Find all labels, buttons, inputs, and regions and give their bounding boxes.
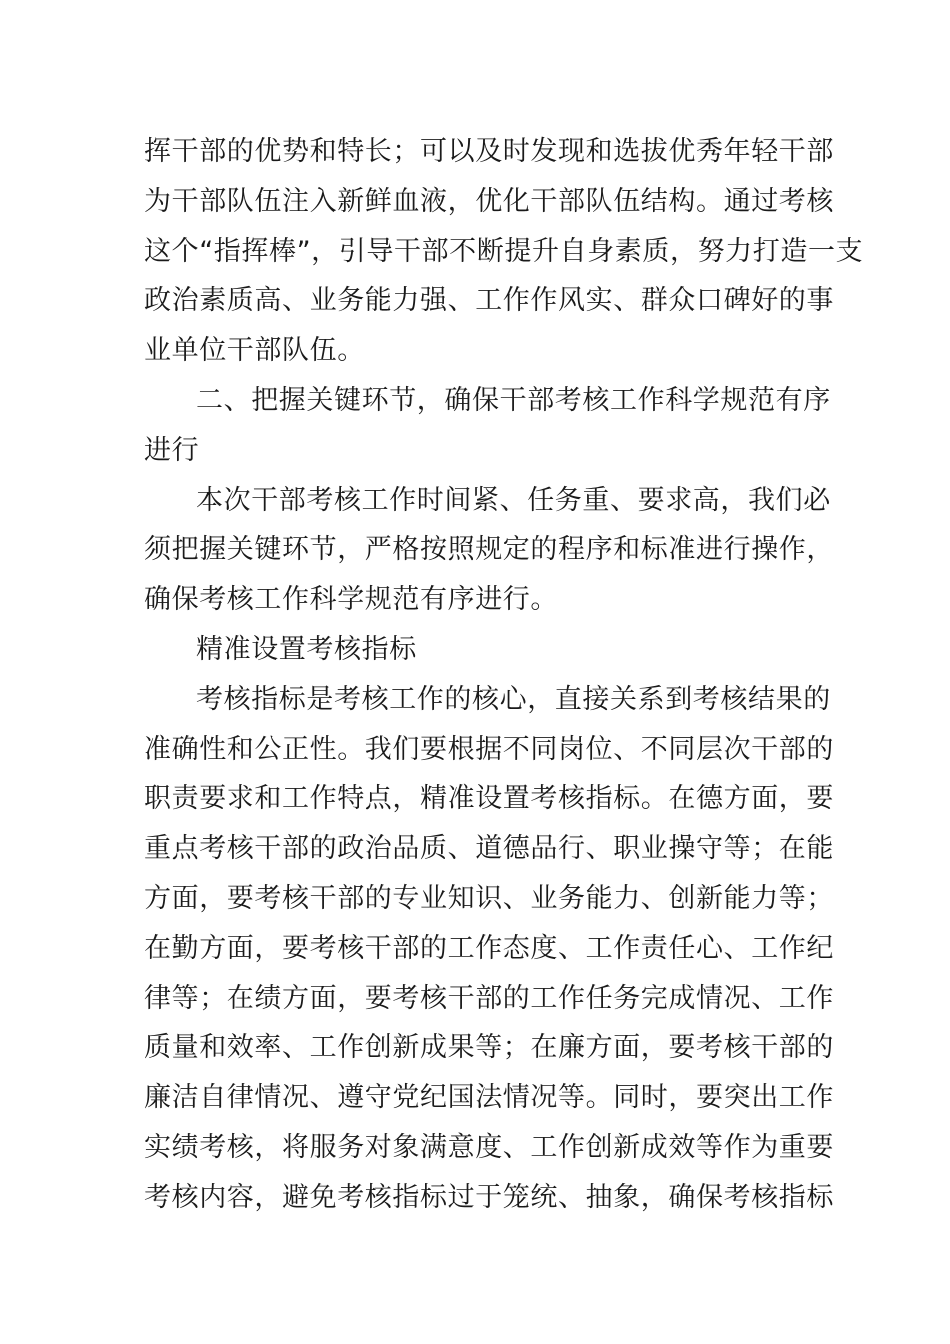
subsection-heading: 精准设置考核指标 <box>196 633 417 665</box>
text-line: 考核指标是考核工作的核心，直接关系到考核结果的 <box>196 683 831 715</box>
text-line: 为干部队伍注入新鲜血液，优化干部队伍结构。通过考核 <box>144 185 834 217</box>
text-line: 职责要求和工作特点，精准设置考核指标。在德方面，要 <box>144 783 834 815</box>
document-body <box>144 127 864 1223</box>
text-line: 须把握关键环节，严格按照规定的程序和标准进行操作， <box>144 534 834 566</box>
text-line: 本次干部考核工作时间紧、任务重、要求高，我们必 <box>196 484 831 516</box>
text-line: 这个“指挥棒”，引导干部不断提升自身素质，努力打造一支 <box>144 235 864 267</box>
text-line: 重点考核干部的政治品质、道德品行、职业操守等；在能 <box>144 833 834 865</box>
text-line: 实绩考核，将服务对象满意度、工作创新成效等作为重要 <box>144 1131 834 1163</box>
text-line: 律等；在绩方面，要考核干部的工作任务完成情况、工作 <box>144 982 834 1014</box>
text-line: 方面，要考核干部的专业知识、业务能力、创新能力等； <box>144 882 834 914</box>
text-line: 廉洁自律情况、遵守党纪国法情况等。同时，要突出工作 <box>144 1082 834 1114</box>
text-line: 政治素质高、业务能力强、工作作风实、群众口碑好的事 <box>144 285 834 317</box>
text-line: 确保考核工作科学规范有序进行。 <box>144 584 558 616</box>
text-line: 在勤方面，要考核干部的工作态度、工作责任心、工作纪 <box>144 932 834 964</box>
text-line: 质量和效率、工作创新成果等；在廉方面，要考核干部的 <box>144 1032 834 1064</box>
section-heading-continued: 进行 <box>144 434 200 466</box>
text-line: 考核内容，避免考核指标过于笼统、抽象，确保考核指标 <box>144 1181 834 1213</box>
text-line: 挥干部的优势和特长；可以及时发现和选拔优秀年轻干部 <box>144 136 834 167</box>
section-heading: 二、把握关键环节，确保干部考核工作科学规范有序 <box>196 384 831 416</box>
text-line: 业单位干部队伍。 <box>144 335 365 367</box>
text-line: 准确性和公正性。我们要根据不同岗位、不同层次干部的 <box>144 733 834 765</box>
